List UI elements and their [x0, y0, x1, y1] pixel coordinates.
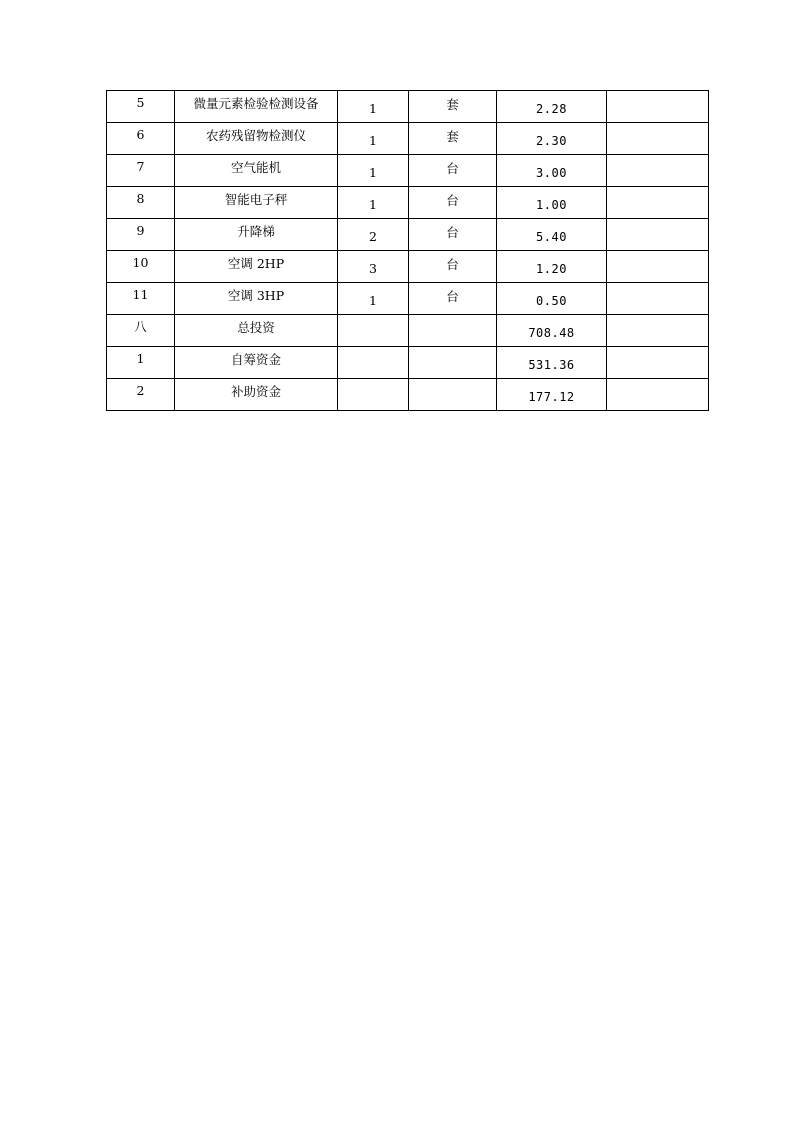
item-name: 补助资金: [230, 384, 281, 400]
remarks-cell: [607, 379, 709, 411]
remarks-cell: [607, 347, 709, 379]
quantity-cell: [338, 251, 409, 283]
unit-cell: [409, 283, 497, 315]
investment-table: [106, 90, 709, 411]
row-number-cell: [107, 187, 175, 219]
amount-cell: [497, 283, 607, 315]
investment-table-section: [106, 90, 709, 411]
amount: 3.00: [536, 166, 567, 181]
unit: 台: [446, 225, 459, 241]
row-number-cell: [107, 219, 175, 251]
unit: 台: [446, 161, 459, 177]
unit-cell: [409, 379, 497, 411]
row-number: 5: [136, 95, 145, 111]
quantity-cell: [338, 347, 409, 379]
row-number: 10: [132, 255, 149, 271]
amount-cell: [497, 155, 607, 187]
amount: 708.48: [528, 326, 575, 341]
table-row: [107, 123, 709, 155]
row-number-cell: [107, 379, 175, 411]
table-row: [107, 283, 709, 315]
row-number-cell: [107, 155, 175, 187]
table-row: [107, 347, 709, 379]
item-name: 微量元素检验检测设备: [193, 96, 319, 112]
remarks-cell: [607, 315, 709, 347]
quantity: 1: [369, 165, 377, 181]
amount-cell: [497, 123, 607, 155]
quantity: 1: [369, 293, 377, 309]
amount-cell: [497, 219, 607, 251]
remarks-cell: [607, 187, 709, 219]
item-name: 智能电子秤: [224, 192, 288, 208]
item-name: 自筹资金: [230, 352, 281, 368]
quantity: 1: [369, 133, 377, 149]
remarks-cell: [607, 155, 709, 187]
amount-cell: [497, 187, 607, 219]
unit: 套: [446, 129, 459, 145]
unit-cell: [409, 347, 497, 379]
row-number-cell: [107, 283, 175, 315]
amount: 2.28: [536, 102, 567, 117]
table-row: [107, 251, 709, 283]
row-number: 八: [134, 319, 147, 335]
item-name-cell: [175, 379, 338, 411]
unit-cell: [409, 155, 497, 187]
row-number: 1: [136, 351, 145, 367]
quantity-cell: [338, 91, 409, 123]
table-row: [107, 379, 709, 411]
row-number: 7: [136, 159, 145, 175]
row-number-cell: [107, 123, 175, 155]
row-number: 11: [132, 287, 149, 303]
unit: 台: [446, 193, 459, 209]
item-name-cell: [175, 315, 338, 347]
amount: 1.20: [536, 262, 567, 277]
table-body: [107, 91, 709, 411]
item-name-cell: [175, 91, 338, 123]
amount: 5.40: [536, 230, 567, 245]
item-name-cell: [175, 251, 338, 283]
item-name-cell: [175, 123, 338, 155]
unit-cell: [409, 315, 497, 347]
item-name-cell: [175, 155, 338, 187]
amount-cell: [497, 379, 607, 411]
row-number: 6: [136, 127, 145, 143]
remarks-cell: [607, 283, 709, 315]
unit-cell: [409, 123, 497, 155]
item-name-cell: [175, 347, 338, 379]
row-number-cell: [107, 347, 175, 379]
row-number-cell: [107, 251, 175, 283]
quantity: 1: [369, 197, 377, 213]
table-row: [107, 91, 709, 123]
quantity-cell: [338, 283, 409, 315]
item-name-cell: [175, 283, 338, 315]
quantity-cell: [338, 123, 409, 155]
table-row: [107, 187, 709, 219]
row-number: 8: [136, 191, 145, 207]
table-row: [107, 219, 709, 251]
row-number-cell: [107, 315, 175, 347]
item-name: 空调 2HP: [227, 256, 285, 272]
unit: 台: [446, 257, 459, 273]
item-name: 空气能机: [230, 160, 281, 176]
amount: 1.00: [536, 198, 567, 213]
remarks-cell: [607, 219, 709, 251]
quantity-cell: [338, 187, 409, 219]
amount: 0.50: [536, 294, 567, 309]
row-number-cell: [107, 91, 175, 123]
table-row: [107, 315, 709, 347]
amount: 177.12: [528, 390, 575, 405]
amount-cell: [497, 251, 607, 283]
table-row: [107, 155, 709, 187]
item-name: 总投资: [237, 320, 275, 336]
row-number: 2: [136, 383, 145, 399]
amount-cell: [497, 347, 607, 379]
amount-cell: [497, 315, 607, 347]
unit-cell: [409, 187, 497, 219]
unit: 套: [446, 97, 459, 113]
remarks-cell: [607, 91, 709, 123]
amount: 531.36: [528, 358, 575, 373]
unit-cell: [409, 91, 497, 123]
amount-cell: [497, 91, 607, 123]
item-name: 农药残留物检测仪: [205, 128, 306, 144]
row-number: 9: [136, 223, 145, 239]
item-name-cell: [175, 187, 338, 219]
quantity: 2: [369, 229, 377, 245]
remarks-cell: [607, 251, 709, 283]
quantity: 3: [369, 261, 377, 277]
quantity-cell: [338, 155, 409, 187]
unit: 台: [446, 289, 459, 305]
item-name: 升降梯: [237, 224, 275, 240]
quantity: 1: [369, 101, 377, 117]
amount: 2.30: [536, 134, 567, 149]
quantity-cell: [338, 219, 409, 251]
item-name-cell: [175, 219, 338, 251]
remarks-cell: [607, 123, 709, 155]
item-name: 空调 3HP: [227, 288, 285, 304]
quantity-cell: [338, 379, 409, 411]
unit-cell: [409, 219, 497, 251]
quantity-cell: [338, 315, 409, 347]
unit-cell: [409, 251, 497, 283]
